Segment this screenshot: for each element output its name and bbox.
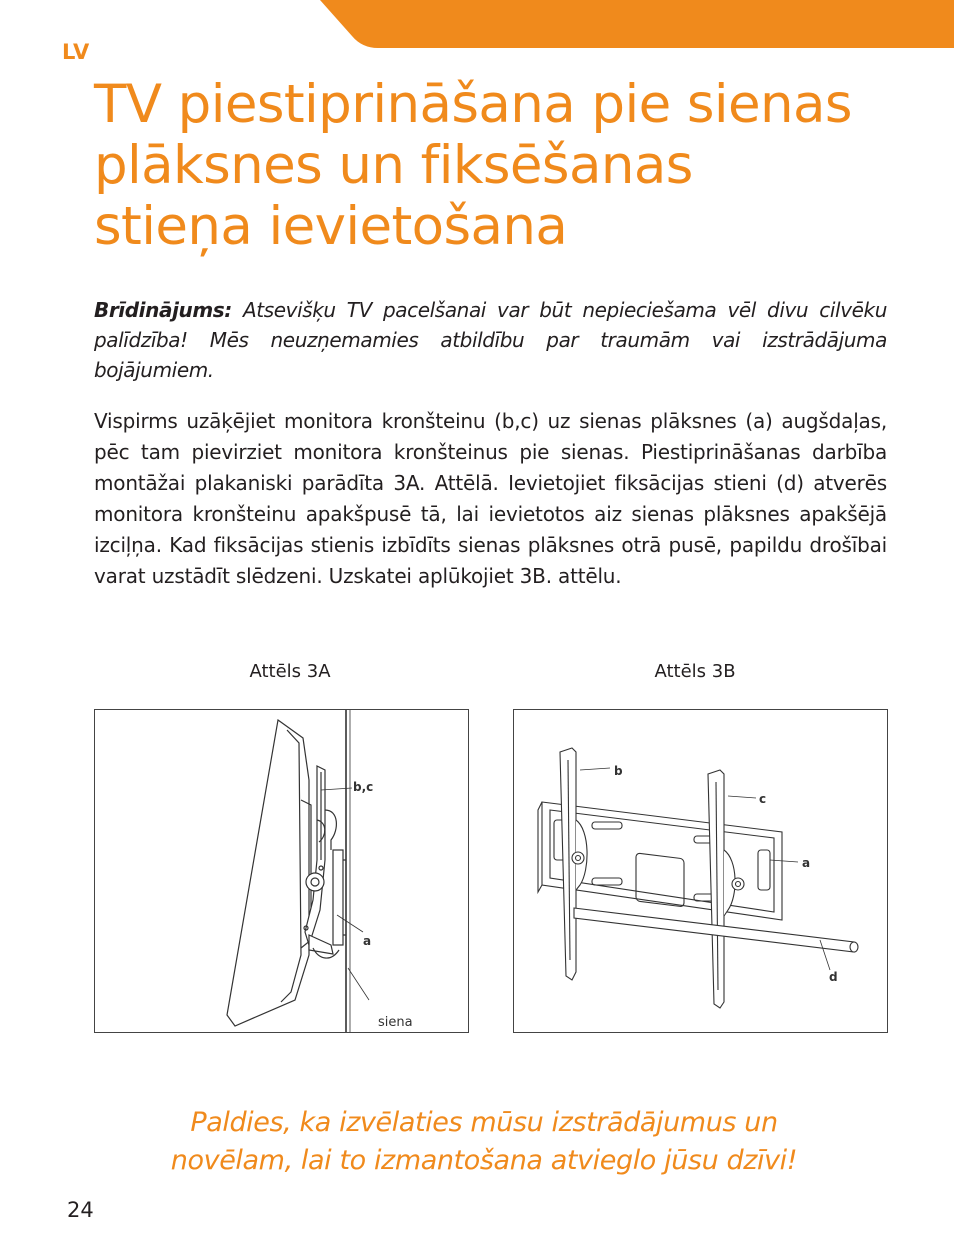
figure-3b <box>513 709 888 1033</box>
figure-3a-label-a: a <box>363 934 372 948</box>
warning-text: Atsevišķu TV pacelšanai var būt nepieciešama vēl divu cilvēku palīdzība! Mēs neuzņemamies atbildību par traumām vai izstrādājuma bojājumiem. <box>94 298 887 382</box>
warning-label: Brīdinājums: <box>94 298 232 322</box>
figure-3a-drawing <box>95 710 468 1032</box>
figure-3a <box>94 709 469 1033</box>
figure-3a-label-bc: b,c <box>353 780 374 794</box>
thank-you-line-1: Paldies, ka izvēlaties mūsu izstrādājumus un <box>190 1107 778 1138</box>
warning-paragraph <box>94 295 887 385</box>
title-line-2: plāksnes un fiksēšanas <box>94 135 693 196</box>
figure-3a-label-wall: siena <box>378 1015 413 1030</box>
header-accent-tab <box>0 0 954 48</box>
figure-3a-caption: Attēls 3A <box>249 661 331 682</box>
language-label: LV <box>62 40 90 64</box>
page-title <box>94 74 914 257</box>
figure-3b-label-c: c <box>759 792 767 806</box>
figure-3b-label-d: d <box>829 970 838 984</box>
figure-3b-label-a: a <box>802 856 811 870</box>
figure-3b-caption: Attēls 3B <box>654 661 736 682</box>
figure-3b-label-b: b <box>614 764 623 778</box>
title-line-3: stieņa ievietošana <box>94 196 568 257</box>
thank-you-line-2: novēlam, lai to izmantošana atvieglo jūsu dzīvi! <box>170 1145 798 1176</box>
instructions-paragraph: Vispirms uzāķējiet monitora kronšteinu (b,c) uz sienas plāksnes (a) augšdaļas, pēc tam pievirziet monitora kronšteinus pie sienas. Piestiprināšanas darbība montāžai plakaniski parādīta 3A. Attēlā. Ievietojiet fiksācijas stieni (d) atverēs monitora kronšteinu apakšpusē tā, lai ievietotos aiz sienas plāksnes apakšējā izciļņa. Kad fiksācijas stienis izbīdīts sienas plāksnes otrā pusē, papildu drošībai varat uzstādīt slēdzeni. Uzskatei aplūkojiet 3B. attēlu. <box>94 409 887 588</box>
title-line-1: TV piestiprināšana pie sienas <box>94 74 852 135</box>
page-number: 24 <box>67 1198 94 1222</box>
thank-you-message <box>94 1104 874 1180</box>
